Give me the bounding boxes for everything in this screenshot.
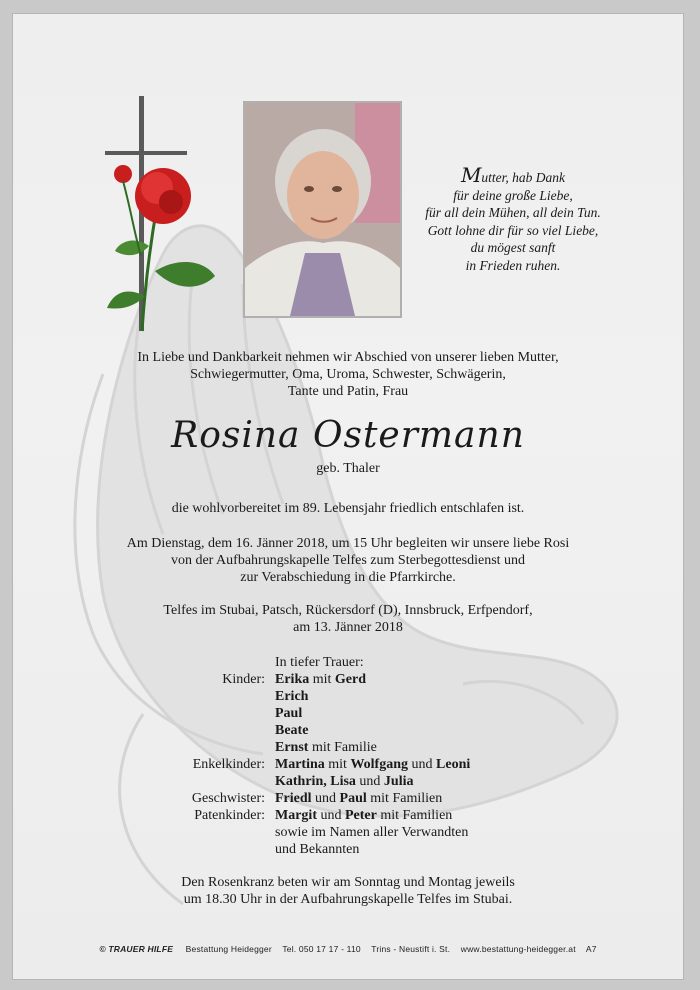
footer-web[interactable]: www.bestattung-heidegger.at [460,944,576,954]
funeral-line: zur Verabschiedung in die Pfarrkirche. [240,570,456,585]
mourners-closing: und Bekannten [275,842,360,857]
poem-line-1-rest: utter, hab Dank [481,170,566,185]
poem-line [408,163,618,187]
poem-line: in Frieden ruhen. [465,257,561,273]
mourner-label: Patenkinder: [194,808,265,823]
rosary-line: um 18.30 Uhr in der Aufbahrungskapelle Telfes im Stubai. [183,892,513,907]
mourner-entry: Margit und Peter mit Familien [275,808,453,823]
mourners-closing: sowie im Namen aller Verwandten [275,825,469,840]
mourner-entry: Martina mit Wolfgang und Leoni [275,757,471,772]
mourner-label: Kinder: [222,672,265,687]
funeral-line: Am Dienstag, dem 16. Jänner 2018, um 15 Uhr begleiten wir unsere liebe Rosi [126,536,570,551]
footer-company: Bestattung Heidegger [185,944,272,954]
footer-phone: Tel. 050 17 17 - 110 [282,944,361,954]
poem-line: für all dein Mühen, all dein Tun. [425,205,601,220]
intro-line: Tante und Patin, Frau [287,384,409,399]
memorial-poem [408,163,618,274]
mourner-entry: Beate [275,723,309,738]
date-line: am 13. Jänner 2018 [293,620,403,635]
intro-line: In Liebe und Dankbarkeit nehmen wir Abschied von unserer lieben Mutter, [137,350,559,365]
poem-initial: M [460,163,482,187]
footer-address: Trins - Neustift i. St. [371,944,451,954]
funeral-details [43,535,653,586]
maiden-name: geb. Thaler [316,461,380,476]
mourner-entry: Erika mit Gerd [275,672,367,687]
deceased-name: Rosina Ostermann [171,415,525,456]
portrait-photo [243,101,402,318]
mourner-label: Geschwister: [191,791,265,806]
rosary-notice [43,874,653,908]
mourner-entry: Ernst mit Familie [275,740,377,755]
intro-text [43,349,653,400]
footer-code: A7 [585,944,597,954]
poem-line: für deine große Liebe, [453,187,573,203]
poem-line: du mögest sanft [470,240,556,255]
passing-text: die wohlvorbereitet im 89. Lebensjahr friedlich entschlafen ist. [171,501,525,516]
cross-with-rose-icon [105,96,235,346]
funeral-line: von der Aufbahrungskapelle Telfes zum Sterbegottesdienst und [170,553,526,568]
footer [13,944,683,954]
mourner-entry: Paul [275,706,303,721]
places-and-date [43,602,653,636]
mourner-entry: Friedl und Paul mit Familien [275,791,443,806]
mourner-label: Enkelkinder: [192,757,265,772]
rosary-line: Den Rosenkranz beten wir am Sonntag und Montag jeweils [181,875,515,890]
mourner-entry: Erich [275,689,309,704]
mourners-heading: In tiefer Trauer: [275,655,364,670]
mourner-entry: Kathrin, Lisa und Julia [275,774,414,789]
obituary-card [12,13,684,980]
portrait-image [245,103,400,316]
places-line: Telfes im Stubai, Patsch, Rückersdorf (D), Innsbruck, Erfpendorf, [163,603,533,618]
poem-line: Gott lohne dir für so viel Liebe, [427,222,599,238]
mourners-list [13,654,683,858]
intro-line: Schwiegermutter, Oma, Uroma, Schwester, Schwägerin, [190,367,506,382]
footer-brand: © TRAUER HILFE [99,944,174,954]
